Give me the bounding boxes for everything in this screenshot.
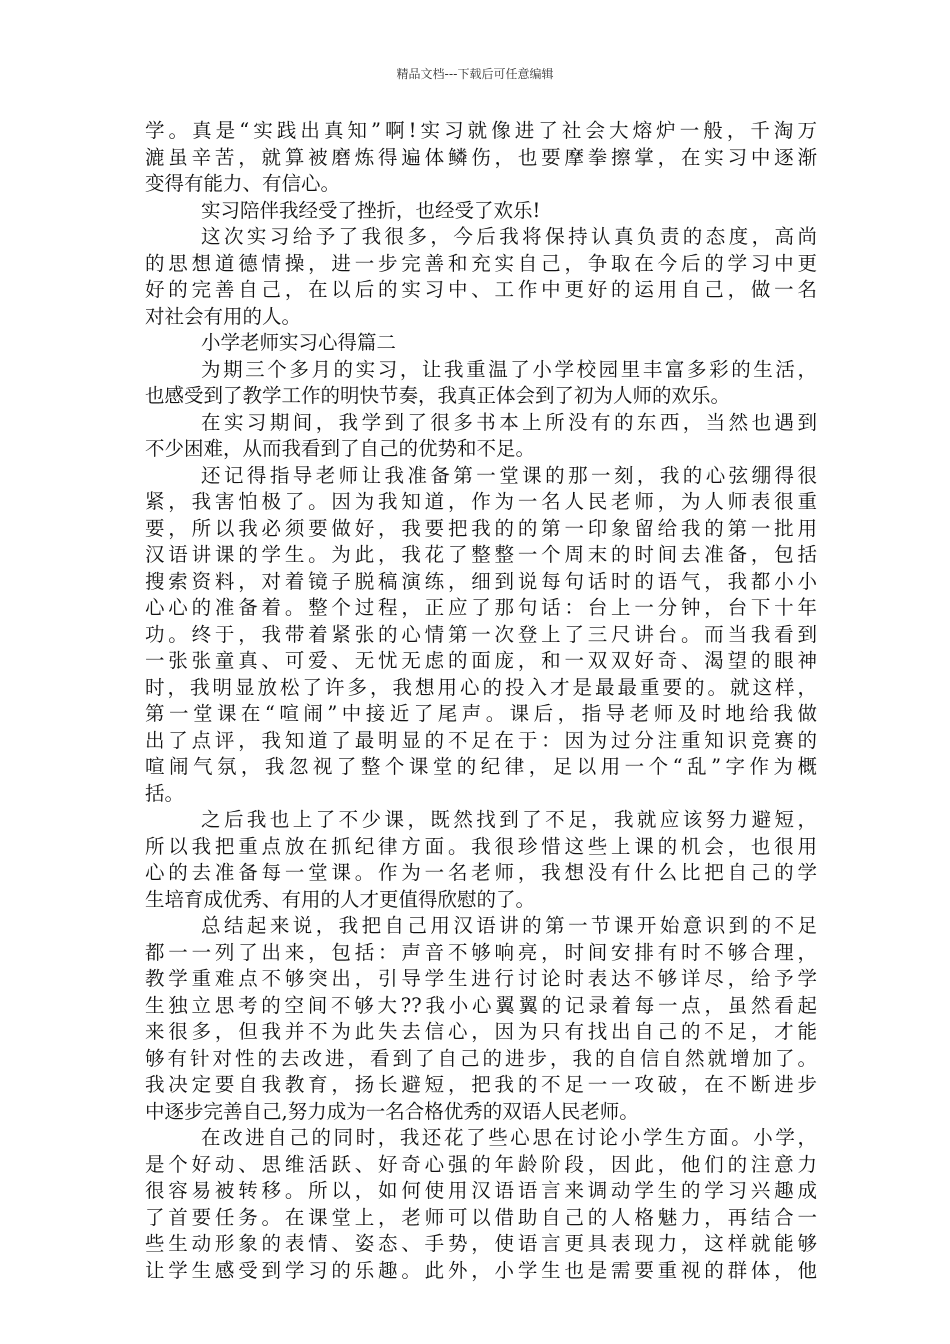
- text-line: 小学老师实习心得篇二: [201, 331, 397, 354]
- text-line: 够有针对性的去改进，看到了自己的进步，我的自信自然就增加了。: [145, 1046, 817, 1070]
- text-line: 我决定要自我教育，扬长避短，把我的不足一一攻破，在不断进步: [145, 1073, 817, 1096]
- page-header: 精品文档---下载后可任意编辑: [396, 67, 554, 81]
- text-line: 也感受到了教学工作的明快节奏，我真正体会到了初为人师的欢乐。: [145, 384, 731, 407]
- text-line: 好的完善自己，在以后的实习中、工作中更好的运用自己，做一名: [145, 278, 817, 301]
- text-line: 教学重难点不够突出，引导学生进行讨论时表达不够详尽，给予学: [145, 967, 817, 990]
- text-line: 心的去准备每一堂课。作为一名老师，我想没有什么比把自己的学: [145, 861, 817, 884]
- text-line: 总结起来说，我把自己用汉语讲的第一节课开始意识到的不足: [201, 914, 817, 937]
- text-line: 要，所以我必须要做好，我要把我的的第一印象留给我的第一批用: [145, 516, 817, 540]
- text-line: 汉语讲课的学生。为此，我花了整整一个周末的时间去准备，包括: [145, 543, 817, 566]
- text-line: 在实习期间，我学到了很多书本上所没有的东西，当然也遇到: [201, 410, 817, 434]
- text-line: 不少困难，从而我看到了自己的优势和不足。: [145, 437, 536, 460]
- text-line: 学。真是“实践出真知”啊!实习就像进了社会大熔炉一般，千淘万: [145, 119, 817, 142]
- text-line: 些生动形象的表情、姿态、手势，使语言更具表现力，这样就能够: [145, 1232, 817, 1255]
- text-line: 这次实习给予了我很多，今后我将保持认真负责的态度，高尚: [201, 225, 817, 248]
- text-line: 为期三个多月的实习，让我重温了小学校园里丰富多彩的生活，: [201, 357, 817, 381]
- text-line: 喧闹气氛，我忽视了整个课堂的纪律，足以用一个“乱”字作为概: [145, 755, 817, 778]
- text-line: 了首要任务。在课堂上，老师可以借助自己的人格魅力，再结合一: [145, 1205, 817, 1229]
- text-line: 一张张童真、可爱、无忧无虑的面庞，和一双双好奇、渴望的眼神: [145, 649, 817, 672]
- text-line: 来很多，但我并不为此失去信心，因为只有找出自己的不足，才能: [145, 1020, 817, 1043]
- text-line: 是个好动、思维活跃、好奇心强的年龄阶段，因此，他们的注意力: [145, 1152, 817, 1176]
- text-line: 很容易被转移。所以，如何使用汉语语言来调动学生的学习兴趣成: [145, 1179, 817, 1202]
- text-line: 括。: [145, 781, 185, 805]
- text-line: 让学生感受到学习的乐趣。此外，小学生也是需要重视的群体，他: [145, 1258, 817, 1282]
- text-line: 还记得指导老师让我准备第一堂课的那一刻，我的心弦绷得很: [201, 463, 817, 487]
- text-line: 生独立思考的空间不够大??我小心翼翼的记录着每一点，虽然看起: [145, 993, 817, 1017]
- text-line: 的思想道德情操，进一步完善和充实自己，争取在今后的学习中更: [145, 251, 817, 275]
- text-line: 搜索资料，对着镜子脱稿演练，细到说每句话时的语气，我都小小: [145, 569, 817, 593]
- text-line: 中逐步完善自己,努力成为一名合格优秀的双语人民老师。: [145, 1099, 639, 1123]
- text-line: 之后我也上了不少课，既然找到了不足，我就应该努力避短，: [201, 808, 817, 831]
- text-line: 对社会有用的人。: [145, 304, 302, 328]
- text-line: 功。终于，我带着紧张的心情第一次登上了三尺讲台。而当我看到: [145, 622, 817, 646]
- text-line: 出了点评，我知道了最明显的不足在于：因为过分注重知识竞赛的: [145, 728, 817, 752]
- text-line: 漉虽辛苦，就算被磨炼得遍体鳞伤，也要摩拳擦掌，在实习中逐渐: [145, 145, 817, 169]
- text-line: 生培育成优秀、有用的人才更值得欣慰的了。: [145, 887, 536, 911]
- text-line: 心心的准备着。整个过程，正应了那句话：台上一分钟，台下十年: [145, 596, 817, 619]
- text-line: 时，我明显放松了许多，我想用心的投入才是最最重要的。就这样，: [145, 675, 817, 699]
- document-body: [145, 118, 817, 1284]
- text-line: 在改进自己的同时，我还花了些心思在讨论小学生方面。小学，: [201, 1126, 817, 1149]
- text-line: 紧，我害怕极了。因为我知道，作为一名人民老师，为人师表很重: [145, 490, 817, 513]
- text-line: 第一堂课在“喧闹”中接近了尾声。课后，指导老师及时地给我做: [145, 702, 817, 725]
- text-line: 所以我把重点放在抓纪律方面。我很珍惜这些上课的机会，也很用: [145, 834, 817, 858]
- text-line: 变得有能力、有信心。: [145, 172, 341, 195]
- text-line: 都一一列了出来，包括：声音不够响亮，时间安排有时不够合理，: [145, 940, 817, 964]
- text-line: 实习陪伴我经受了挫折，也经受了欢乐!: [201, 198, 541, 222]
